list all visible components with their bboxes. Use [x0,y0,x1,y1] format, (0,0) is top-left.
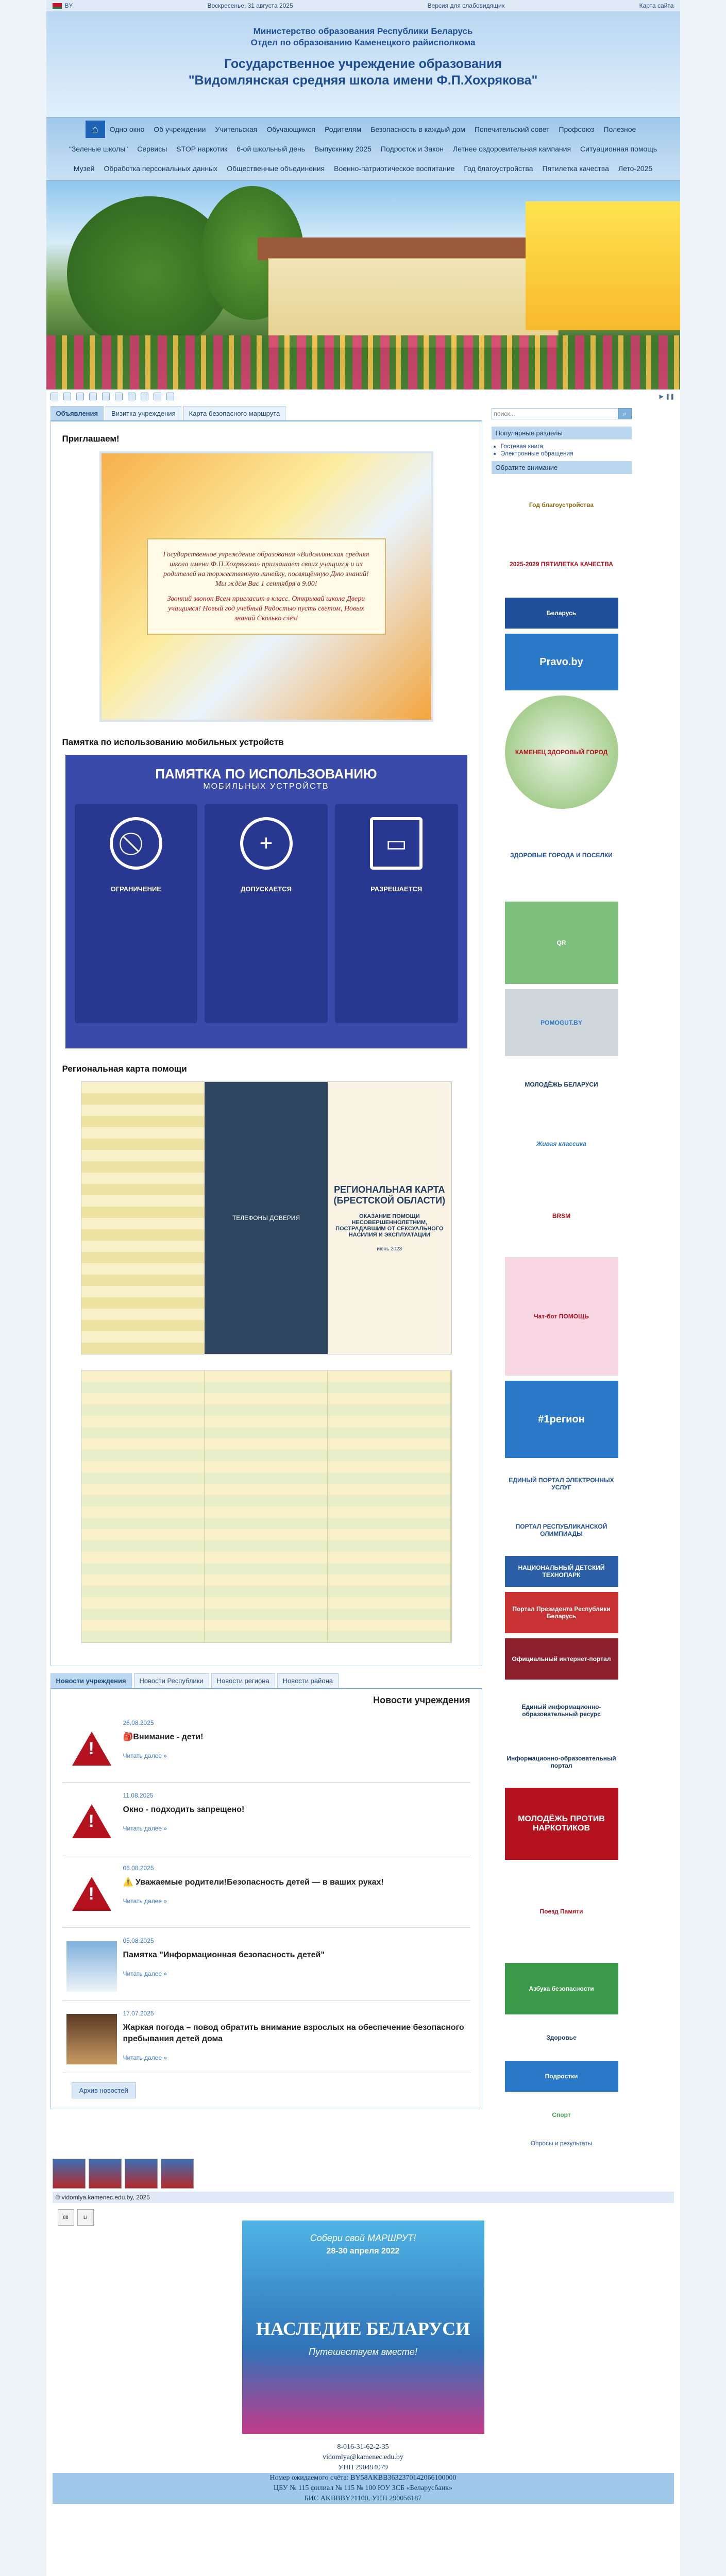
banner-link[interactable]: Единый информационно-образовательный ресурс [521,1703,601,1718]
contact-email[interactable]: vidomlya@kamenec.edu.by [323,2453,403,2461]
tab-safe-route-map[interactable]: Карта безопасного маршрута [183,406,286,420]
banner-link[interactable]: POMOGUT.BY [505,989,618,1056]
announcements-panel [50,421,482,1666]
heritage-banner-slogan: Путешествуем вместе! [309,2347,417,2357]
news-thumbnail[interactable] [66,1796,117,1846]
memo-column-title: ДОПУСКАЕТСЯ [241,885,292,893]
search-input[interactable] [492,408,618,419]
menu-item[interactable]: Сервисы [137,145,167,153]
news-date: 11.08.2025 [123,1792,154,1799]
footer-thumbnail[interactable] [161,2159,194,2189]
slide-dot[interactable] [141,393,148,400]
slide-dot[interactable] [154,393,161,400]
banner-link[interactable]: Здоровье [546,2034,577,2041]
read-more-link[interactable]: Читать далее » [123,1897,167,1905]
news-thumbnail[interactable] [66,1869,117,1919]
invitation-poster [99,451,433,722]
banner-link[interactable]: ЕДИНЫЙ ПОРТАЛ ЭЛЕКТРОННЫХ УСЛУГ [509,1477,614,1491]
invitation-card [147,538,386,635]
banner-link[interactable]: Азбука безопасности [505,1963,618,2014]
menu-item[interactable]: STOP наркотик [176,145,228,153]
menu-item[interactable]: Выпускнику 2025 [314,145,372,153]
site-header [46,11,680,117]
menu-item[interactable]: Обучающимся [266,125,316,133]
menu-item[interactable]: Попечительский совет [474,125,550,133]
heritage-banner-dates: 28-30 апреля 2022 [326,2247,400,2256]
banner-link[interactable]: Чат-бот ПОМОЩЬ [505,1257,618,1376]
invitation-text: Государственное учреждение образования «Видомлянская средняя школа имени Ф.П.Хохрякова» приглашает своих учащихся и их родителей на торжественную линейку, посвящённую Дню знаний! Мы ждём Вас 1 сентября в 9.00! [163,551,369,588]
low-vision-link[interactable]: Версия для слабовидящих [427,2,505,9]
menu-item[interactable]: Пятилетка качества [542,164,609,173]
banner-link[interactable]: ПОРТАЛ РЕСПУБЛИКАНСКОЙ ОЛИМПИАДЫ [515,1523,607,1537]
banner-link[interactable]: Год благоустройства [529,501,594,509]
search-form [492,408,632,419]
attention-title: Обратите внимание [492,461,632,474]
news-tabs [50,1673,482,1689]
slide-dot[interactable] [128,393,136,400]
memo-subtitle: МОБИЛЬНЫХ УСТРОЙСТВ [203,782,329,791]
menu-item[interactable]: Год благоустройства [464,164,533,173]
news-thumbnail[interactable] [66,2014,117,2064]
help-map-title: РЕГИОНАЛЬНАЯ КАРТА (БРЕСТСКОЙ ОБЛАСТИ) [333,1184,446,1206]
news-date: 06.08.2025 [123,1865,154,1872]
news-headline[interactable]: Жаркая погода – повод обратить внимание взрослых на обеспечение безопасного пребывания детей дома [123,2023,464,2043]
memo-heading: Памятка по использованию мобильных устройств [62,737,284,747]
menu-item[interactable]: Музей [73,164,95,173]
no-phone-icon [110,817,162,870]
help-map-hotlines: ТЕЛЕФОНЫ ДОВЕРИЯ [205,1082,328,1354]
menu-item[interactable]: Ситуационная помощь [580,145,657,153]
language-switch[interactable] [53,2,73,9]
plus-icon: + [240,817,293,870]
popular-sections [492,427,632,474]
banner-link[interactable]: Беларусь [505,598,618,629]
news-date: 05.08.2025 [123,1937,154,1944]
popular-link[interactable]: • Электронные обращения [501,450,632,457]
memo-column [335,804,458,1023]
invite-heading: Приглашаем! [62,434,120,444]
search-icon: ⌕ [622,410,627,417]
school-line-1: Государственное учреждение образования [224,57,502,71]
warning-icon: ! [72,1732,111,1766]
help-map-subtitle: ОКАЗАНИЕ ПОМОЩИ НЕСОВЕРШЕННОЛЕТНИМ, ПОСТРАДАВШИМ ОТ СЕКСУАЛЬНОГО НАСИЛИЯ И ЭКСПЛУАТАЦИИ [335,1213,444,1238]
banner-link[interactable]: КАМЕНЕЦ ЗДОРОВЫЙ ГОРОД [505,696,618,809]
menu-item[interactable]: Об учреждении [154,125,206,133]
news-headline[interactable]: Памятка "Информационная безопасность детей" [123,1951,325,1959]
info-tabs [50,406,482,421]
footer-thumbnail[interactable] [125,2159,158,2189]
banner-link[interactable]: НАЦИОНАЛЬНЫЙ ДЕТСКИЙ ТЕХНОПАРК [505,1556,618,1587]
menu-item[interactable]: Профсоюз [559,125,595,133]
read-more-link[interactable]: Читать далее » [123,1752,167,1759]
heritage-banner-title: НАСЛЕДИЕ БЕЛАРУСИ [256,2318,470,2339]
help-map-page-2 [81,1370,452,1643]
heritage-banner[interactable] [242,2221,484,2434]
flag-icon [53,3,62,9]
read-more-link[interactable]: Читать далее » [123,1825,167,1832]
help-map-column [328,1370,451,1642]
slider-play-pause-icon[interactable]: ▶ ❚❚ [659,393,675,400]
menu-item[interactable]: Подросток и Закон [380,145,444,153]
news-headline[interactable]: Окно - подходить запрещено! [123,1805,245,1814]
news-headline[interactable]: 🎒Внимание - дети! [123,1733,204,1741]
news-thumbnail[interactable] [66,1941,117,1992]
slide-dot[interactable] [89,393,97,400]
content-area [46,403,680,2148]
contact-account: Номер ожидаемого счёта: BY58AKBB3632370142066100000 [53,2473,674,2483]
menu-item[interactable]: Безопасность в каждый дом [370,125,465,133]
menu-item[interactable]: Полезное [603,125,636,133]
current-date: Воскресенье, 31 августа 2025 [207,2,293,9]
slide-dot[interactable] [102,393,110,400]
slide-dot[interactable] [50,393,58,400]
help-map-cover [328,1082,451,1354]
language-label[interactable]: BY [64,2,73,9]
flowerbed-image [46,335,680,389]
contact-unp: УНП 290494079 [338,2464,388,2471]
news-item [62,1855,470,1928]
banner-link[interactable]: 2025-2029 ПЯТИЛЕТКА КАЧЕСТВА [510,561,613,568]
menu-item[interactable]: Родителям [325,125,362,133]
slide-dot[interactable] [115,393,123,400]
sidebar [492,403,632,2148]
news-thumbnail[interactable] [66,1723,117,1774]
ministry-line-1: Министерство образования Республики Беларусь [253,26,473,36]
tab-school-news[interactable]: Новости учреждения [50,1673,132,1688]
school-line-2: "Видомлянская средняя школа имени Ф.П.Хохрякова" [188,73,538,88]
banner-link[interactable]: ЗДОРОВЫЕ ГОРОДА И ПОСЕЛКИ [510,852,613,859]
banner-link[interactable]: BRSM [552,1212,571,1219]
counter-badge[interactable]: Li [77,2209,94,2226]
banner-link[interactable]: МОЛОДЁЖЬ ПРОТИВ НАРКОТИКОВ [505,1788,618,1860]
tab-district-news[interactable]: Новости района [277,1673,339,1688]
devices-icon: ▭ [370,817,423,870]
tab-region-news[interactable]: Новости региона [211,1673,275,1688]
popular-title: Популярные разделы [492,427,632,439]
slide-dot[interactable] [63,393,71,400]
main-menu [46,117,680,181]
warning-icon: ! [72,1804,111,1838]
menu-item[interactable]: Военно-патриотическое воспитание [334,164,455,173]
footer-thumbnails [53,2159,674,2189]
top-bar [46,0,680,11]
news-title: Новости учреждения [373,1695,470,1705]
help-map-column [205,1370,328,1642]
menu-item[interactable]: 6-ой школьный день [237,145,306,153]
invitation-poem: Звонкий звонок Всем пригласит в класс. Открывай школа Двери учащимся! Новый год учёбный Радостью пусть светом, Новых знаний Сколько слёз! [167,595,365,622]
school-roof-image [258,238,567,260]
home-icon[interactable]: ⌂ [86,121,105,138]
slide-dot[interactable] [166,393,174,400]
contacts-block [53,2442,674,2504]
site-footer [46,2159,680,2504]
slider-pagination [46,389,680,403]
news-date: 17.07.2025 [123,2010,154,2017]
polls-link[interactable]: Опросы и результаты [530,2140,593,2147]
main-column [50,403,482,2148]
banner-link[interactable]: Информационно-образовательный портал [506,1755,616,1769]
banner-link[interactable]: Портал Президента Республики Беларусь [505,1592,618,1633]
news-date: 26.08.2025 [123,1719,154,1726]
help-map-contacts [81,1082,205,1354]
news-item [62,2001,470,2073]
menu-item[interactable]: Одно окно [109,125,145,133]
banner-link[interactable]: Живая классика [536,1140,586,1147]
news-item [62,1928,470,2001]
popular-link[interactable]: • Гостевая книга [501,443,632,450]
help-map-heading: Региональная карта помощи [62,1064,187,1074]
contact-phone: 8-016-31-62-2-35 [337,2443,389,2451]
banner-link[interactable]: Спорт [552,2111,571,2119]
menu-item[interactable]: Учительская [215,125,258,133]
counter-badge[interactable]: 88 [58,2209,74,2226]
banner-link[interactable]: #1регион [505,1381,618,1458]
news-item [62,1783,470,1855]
memo-column-title: РАЗРЕШАЕТСЯ [370,885,423,893]
news-headline[interactable]: ⚠️ Уважаемые родители!Безопасность детей — в ваших руках! [123,1878,384,1887]
contact-bic: БИС AKBBBY21100, УНП 290056187 [53,2494,674,2504]
page [46,0,680,2576]
footer-thumbnail[interactable] [89,2159,122,2189]
banner-link[interactable]: Поезд Памяти [539,1908,583,1915]
menu-item[interactable]: Общественные объединения [227,164,325,173]
heritage-banner-tagline: Собери свой МАРШРУТ! [310,2233,416,2243]
memo-column-title: ОГРАНИЧЕНИЕ [110,885,161,893]
banner-link[interactable]: МОЛОДЁЖЬ БЕЛАРУСИ [525,1081,598,1088]
help-map-year: июнь 2023 [377,1246,402,1252]
memo-title: ПАМЯТКА ПО ИСПОЛЬЗОВАНИЮ [155,766,377,782]
tab-business-card[interactable]: Визитка учреждения [106,406,181,420]
tab-republic-news[interactable]: Новости Республики [134,1673,209,1688]
menu-item[interactable]: "Зеленые школы" [69,145,128,153]
copyright: © vidomlya.kamenec.edu.by, 2025 [53,2192,674,2203]
news-archive-button[interactable]: Архив новостей [72,2082,136,2098]
warning-icon: ! [72,1877,111,1911]
memo-column [205,804,328,1023]
help-map-page-1 [81,1081,452,1354]
help-map-column [81,1370,205,1642]
news-panel [50,1689,482,2109]
ministry-line-2: Отдел по образованию Каменецкого райисполкома [250,38,476,47]
read-more-link[interactable]: Читать далее » [123,2054,167,2061]
banner-link[interactable]: QR [505,902,618,984]
school-wing-image [526,201,680,330]
slide-dot[interactable] [76,393,84,400]
banner-link[interactable]: Подростки [505,2061,618,2092]
search-button[interactable] [618,408,632,419]
contact-bank: ЦБУ № 115 филиал № 115 № 100 ЮУ ЗСБ «Беларусбанк» [53,2483,674,2494]
sitemap-link[interactable]: Карта сайта [639,2,674,9]
menu-item[interactable]: Летнее оздоровительная кампания [453,145,571,153]
mobile-memo-poster [65,755,467,1048]
photo-slider[interactable] [46,181,680,389]
memo-column [75,804,198,1023]
news-item [62,1710,470,1783]
tab-announcements[interactable]: Объявления [50,406,104,420]
news-section [50,1673,482,2109]
menu-item[interactable]: Лето-2025 [618,164,653,173]
footer-thumbnail[interactable] [53,2159,86,2189]
menu-item[interactable]: Обработка персональных данных [104,164,218,173]
read-more-link[interactable]: Читать далее » [123,1970,167,1977]
banner-link[interactable]: Pravo.by [505,634,618,690]
banner-link[interactable]: Официальный интернет-портал [505,1638,618,1680]
school-building-image [268,258,559,348]
